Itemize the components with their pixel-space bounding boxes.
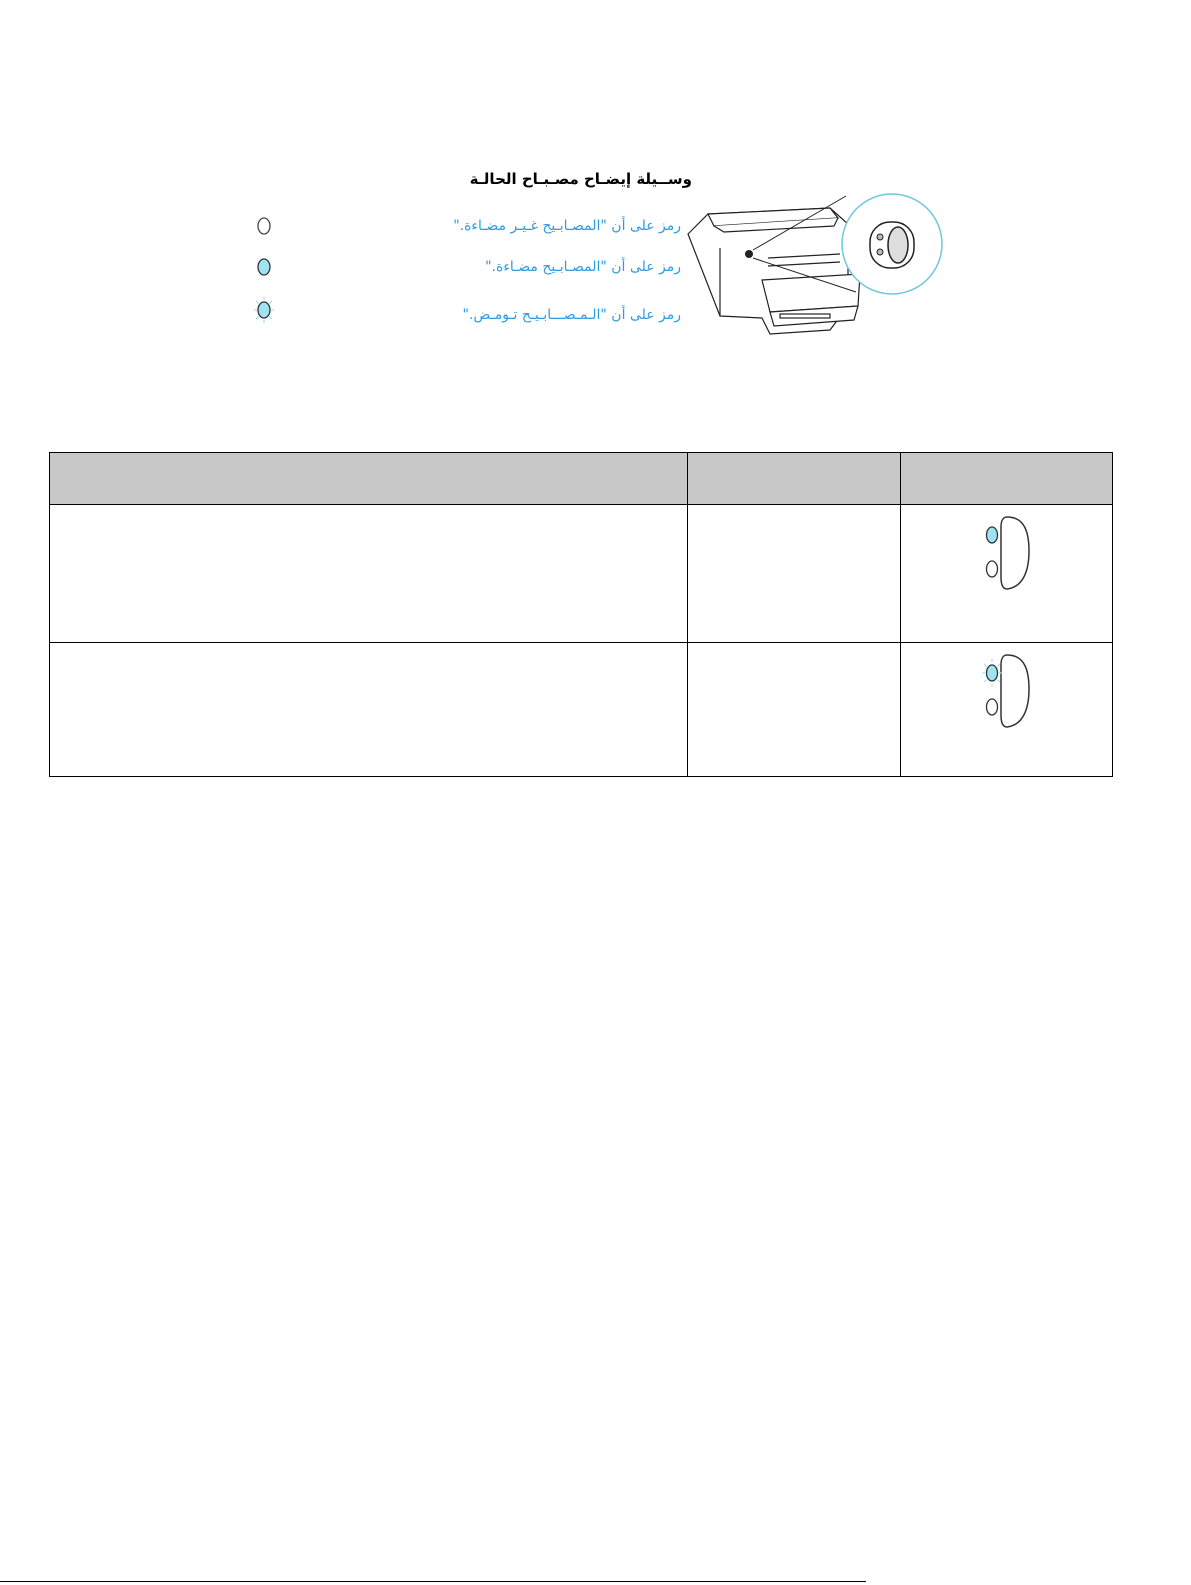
row-panel — [901, 643, 1113, 777]
table-row — [50, 643, 1113, 777]
control-panel-top-lit-icon — [967, 513, 1047, 599]
legend-text-off: رمز على أن "المصـابـيح غـيـر مضـاءة." — [453, 218, 681, 234]
lamp-off-icon — [252, 212, 276, 240]
legend-text-blinking: رمز على أن "الـمـصـــابـيـح تـومـض." — [462, 307, 681, 323]
footer-rule — [0, 1581, 866, 1582]
printer-illustration — [680, 188, 950, 338]
header-status — [688, 453, 901, 505]
row-description — [50, 643, 688, 777]
status-table — [49, 452, 1113, 777]
legend-title: وســيلة إيضـاح مصـبـاح الحالـة — [469, 170, 692, 188]
table-header-row — [50, 453, 1113, 505]
lamp-blinking-icon — [252, 296, 276, 324]
row-description — [50, 505, 688, 643]
table-row — [50, 505, 1113, 643]
row-status — [688, 643, 901, 777]
legend-text-on: رمز على أن "المصـابـيح مضـاءة." — [485, 259, 681, 275]
row-status — [688, 505, 901, 643]
header-panel — [901, 453, 1113, 505]
lamp-on-icon — [252, 253, 276, 281]
row-panel — [901, 505, 1113, 643]
header-description — [50, 453, 688, 505]
control-panel-top-blinking-icon — [967, 651, 1047, 737]
